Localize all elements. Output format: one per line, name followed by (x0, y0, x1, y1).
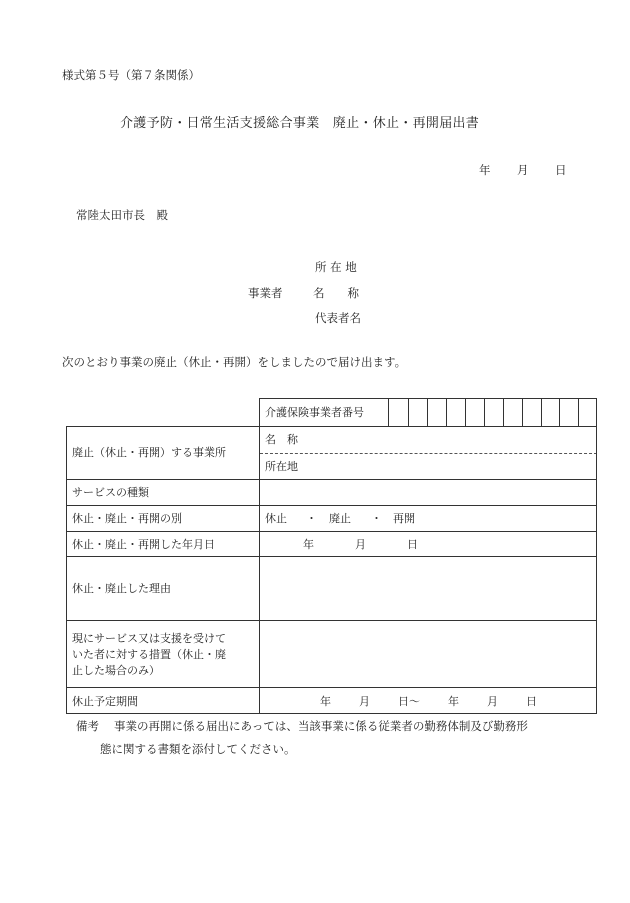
period-label: 休止予定期間 (72, 695, 138, 708)
notes-label: 備考 (76, 719, 99, 733)
insurance-number-label: 介護保険事業者番号 (265, 406, 364, 419)
digit-box[interactable] (446, 399, 447, 426)
period-end-day: 日 (526, 695, 537, 708)
facility-address-label: 所在地 (265, 460, 298, 473)
date-row-year: 年 (303, 538, 314, 551)
digit-box[interactable] (541, 399, 542, 426)
category-separator: ・ (371, 512, 382, 525)
digit-box[interactable] (427, 399, 428, 426)
service-type-label: サービスの種類 (72, 486, 149, 499)
period-end-year: 年 (448, 695, 459, 708)
facility-name-label: 名 称 (265, 433, 298, 446)
reason-label: 休止・廃止した理由 (72, 582, 171, 595)
category-option-resume[interactable]: 再開 (393, 512, 415, 525)
date-row-day: 日 (407, 538, 418, 551)
category-option-abolish[interactable]: 廃止 (329, 512, 351, 525)
document-title: 介護予防・日常生活支援総合事業 廃止・休止・再開届出書 (120, 116, 480, 131)
digit-box[interactable] (503, 399, 504, 426)
date-day-label: 日 (555, 163, 567, 177)
date-month-label: 月 (517, 163, 529, 177)
measures-label-line2: いた者に対する措置（休止・廃 (72, 648, 226, 661)
digit-box[interactable] (559, 399, 560, 426)
measures-label-line3: 止した場合のみ） (72, 664, 160, 677)
date-row-label: 休止・廃止・再開した年月日 (72, 538, 215, 551)
notes-line1: 事業の再開に係る届出にあっては、当該事業に係る従業者の勤務体制及び勤務形 (114, 719, 528, 733)
period-end-month: 月 (487, 695, 498, 708)
digit-box[interactable] (522, 399, 523, 426)
intro-text: 次のとおり事業の廃止（休止・再開）をしましたので届け出ます。 (62, 355, 407, 369)
period-start-day: 日〜 (398, 695, 420, 708)
category-separator: ・ (306, 512, 317, 525)
notes-line2: 態に関する書類を添付してください。 (100, 742, 296, 756)
digit-box[interactable] (484, 399, 485, 426)
category-option-suspend[interactable]: 休止 (265, 512, 287, 525)
period-start-year: 年 (320, 695, 331, 708)
digit-box[interactable] (408, 399, 409, 426)
applicant-representative-label: 代表者名 (315, 311, 361, 325)
addressee: 常陸太田市長 殿 (76, 208, 168, 222)
form-number: 様式第５号（第７条関係） (62, 68, 200, 82)
date-year-label: 年 (479, 163, 491, 177)
applicant-address-label: 所 在 地 (315, 260, 357, 274)
period-start-month: 月 (359, 695, 370, 708)
date-row-month: 月 (355, 538, 366, 551)
digit-box[interactable] (388, 399, 389, 426)
category-label: 休止・廃止・再開の別 (72, 512, 182, 525)
measures-label-line1: 現にサービス又は支援を受けて (72, 632, 226, 645)
digit-box[interactable] (465, 399, 466, 426)
digit-box[interactable] (578, 399, 579, 426)
applicant-name-label: 名 称 (313, 286, 359, 300)
applicant-group-label: 事業者 (248, 286, 283, 300)
facility-label: 廃止（休止・再開）する事業所 (72, 446, 226, 459)
